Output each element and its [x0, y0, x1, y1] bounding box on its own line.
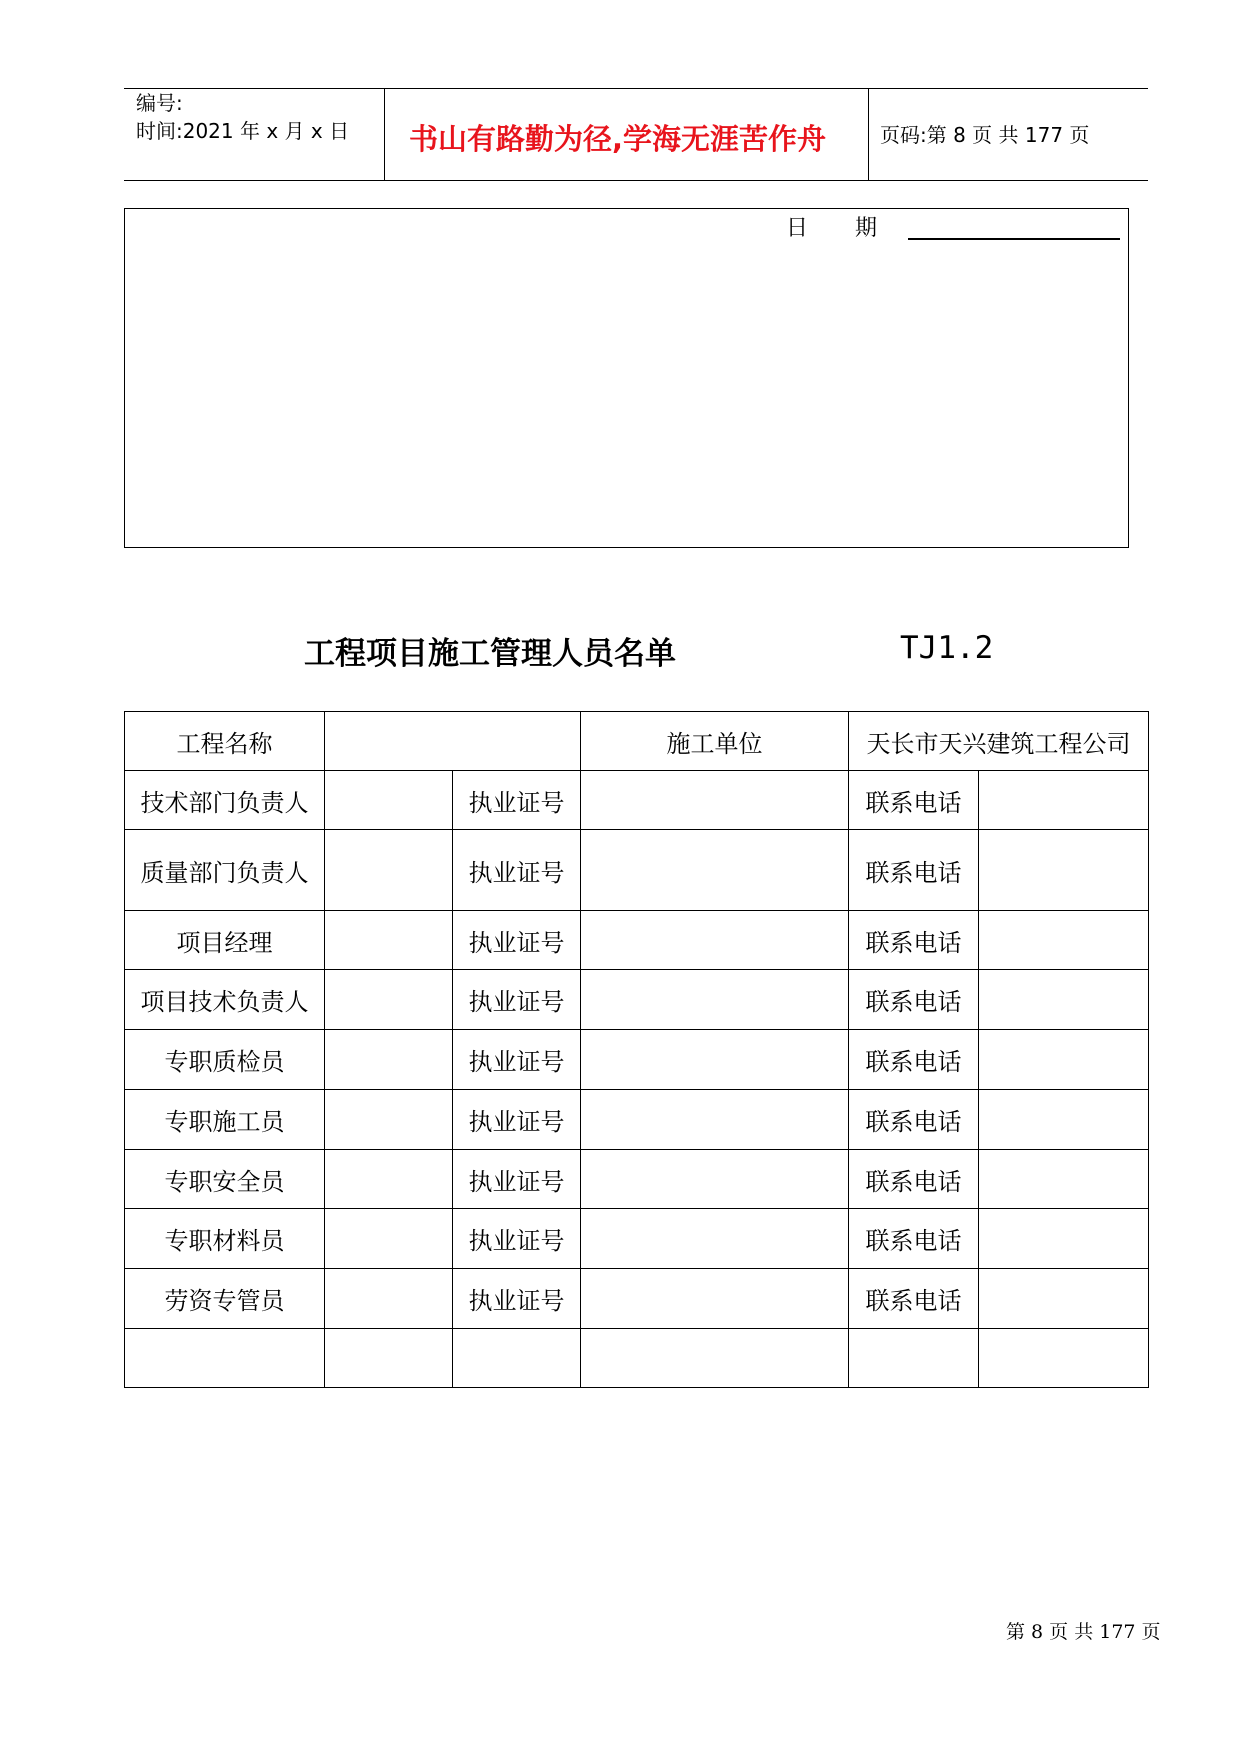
construction-unit-label: 施工单位 [581, 712, 849, 771]
cert-label: 执业证号 [453, 1150, 581, 1209]
empty-cell[interactable] [581, 1329, 849, 1388]
header-divider-left [384, 88, 385, 180]
phone-number-cell[interactable] [979, 1150, 1149, 1209]
construction-unit-value: 天长市天兴建筑工程公司 [849, 712, 1149, 771]
name-cell[interactable] [325, 1269, 453, 1329]
phone-label: 联系电话 [849, 830, 979, 911]
role-label: 项目经理 [125, 911, 325, 970]
phone-label: 联系电话 [849, 911, 979, 970]
header-page-info: 页码:第 8 页 共 177 页 [880, 123, 1090, 147]
phone-label: 联系电话 [849, 1269, 979, 1329]
phone-label: 联系电话 [849, 1209, 979, 1269]
cert-number-cell[interactable] [581, 830, 849, 911]
role-label: 技术部门负责人 [125, 771, 325, 830]
table-row [125, 1030, 1149, 1090]
table-row [125, 1090, 1149, 1150]
cert-number-cell[interactable] [581, 970, 849, 1030]
phone-number-cell[interactable] [979, 830, 1149, 911]
empty-cell[interactable] [325, 1329, 453, 1388]
cert-label: 执业证号 [453, 970, 581, 1030]
role-label: 项目技术负责人 [125, 970, 325, 1030]
phone-label: 联系电话 [849, 970, 979, 1030]
name-cell[interactable] [325, 830, 453, 911]
phone-number-cell[interactable] [979, 771, 1149, 830]
name-cell[interactable] [325, 1150, 453, 1209]
phone-label: 联系电话 [849, 1150, 979, 1209]
cert-number-cell[interactable] [581, 1030, 849, 1090]
header-divider-right [868, 88, 869, 180]
cert-number-cell[interactable] [581, 1150, 849, 1209]
phone-label: 联系电话 [849, 771, 979, 830]
phone-number-cell[interactable] [979, 1209, 1149, 1269]
name-cell[interactable] [325, 911, 453, 970]
table-row-empty [125, 1329, 1149, 1388]
footer-page-info: 第 8 页 共 177 页 [1006, 1621, 1161, 1643]
phone-number-cell[interactable] [979, 911, 1149, 970]
project-name-cell[interactable] [325, 712, 581, 771]
cert-number-cell[interactable] [581, 1090, 849, 1150]
table-row [125, 1209, 1149, 1269]
date-signature-line[interactable] [908, 238, 1120, 240]
name-cell[interactable] [325, 1209, 453, 1269]
header-motto: 书山有路勤为径,学海无涯苦作舟 [409, 122, 827, 156]
cert-label: 执业证号 [453, 1090, 581, 1150]
name-cell[interactable] [325, 970, 453, 1030]
empty-cell[interactable] [979, 1329, 1149, 1388]
personnel-table [124, 711, 1149, 1388]
role-label: 专职材料员 [125, 1209, 325, 1269]
empty-cell[interactable] [125, 1329, 325, 1388]
phone-number-cell[interactable] [979, 970, 1149, 1030]
cert-label: 执业证号 [453, 1269, 581, 1329]
empty-cell[interactable] [453, 1329, 581, 1388]
table-row [125, 771, 1149, 830]
cert-number-cell[interactable] [581, 771, 849, 830]
document-number-label: 编号: [136, 91, 183, 115]
empty-cell[interactable] [849, 1329, 979, 1388]
cert-label: 执业证号 [453, 830, 581, 911]
role-label: 专职质检员 [125, 1030, 325, 1090]
date-box [124, 208, 1129, 548]
cert-label: 执业证号 [453, 1030, 581, 1090]
phone-number-cell[interactable] [979, 1269, 1149, 1329]
table-row [125, 911, 1149, 970]
project-name-label: 工程名称 [125, 712, 325, 771]
role-label: 专职安全员 [125, 1150, 325, 1209]
name-cell[interactable] [325, 1030, 453, 1090]
role-label: 劳资专管员 [125, 1269, 325, 1329]
table-row [125, 1150, 1149, 1209]
phone-number-cell[interactable] [979, 1030, 1149, 1090]
phone-label: 联系电话 [849, 1030, 979, 1090]
table-row [125, 970, 1149, 1030]
name-cell[interactable] [325, 1090, 453, 1150]
role-label: 质量部门负责人 [125, 830, 325, 911]
date-label: 日 期 [786, 216, 877, 241]
form-code: TJ1.2 [900, 630, 994, 666]
form-title: 工程项目施工管理人员名单 [304, 636, 676, 672]
table-row [125, 712, 1149, 771]
cert-number-cell[interactable] [581, 911, 849, 970]
cert-label: 执业证号 [453, 911, 581, 970]
phone-label: 联系电话 [849, 1090, 979, 1150]
cert-number-cell[interactable] [581, 1209, 849, 1269]
cert-label: 执业证号 [453, 771, 581, 830]
document-time-label: 时间:2021 年 x 月 x 日 [136, 119, 350, 143]
cert-number-cell[interactable] [581, 1269, 849, 1329]
name-cell[interactable] [325, 771, 453, 830]
cert-label: 执业证号 [453, 1209, 581, 1269]
table-row [125, 1269, 1149, 1329]
phone-number-cell[interactable] [979, 1090, 1149, 1150]
table-row [125, 830, 1149, 911]
header-bottom-rule [124, 180, 1148, 181]
role-label: 专职施工员 [125, 1090, 325, 1150]
header-top-rule [124, 88, 1148, 89]
